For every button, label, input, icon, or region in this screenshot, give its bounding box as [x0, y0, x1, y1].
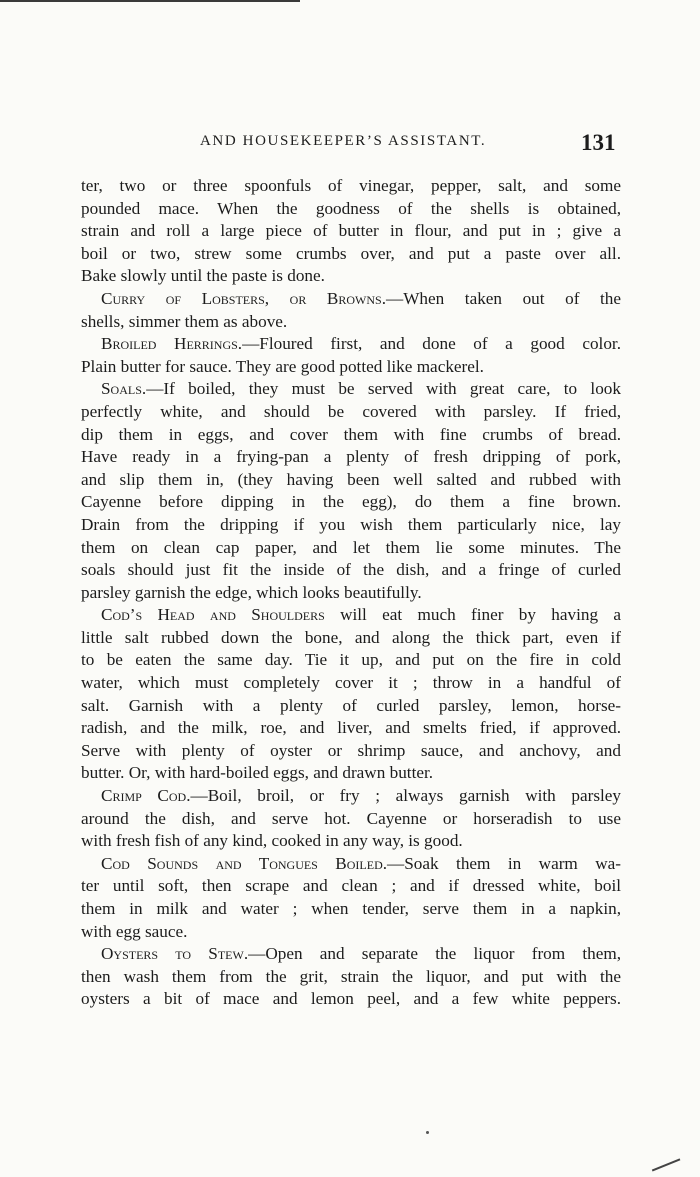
text-line: parsley garnish the edge, which looks beautifully.: [81, 582, 422, 602]
recipe-cods-head: [81, 604, 621, 627]
recipe-heading: Cod Sounds and Tongues Boiled.: [101, 853, 388, 873]
text-line: water, which must completely cover it ; throw in a handful of: [81, 673, 621, 693]
page-text: [81, 175, 621, 1011]
recipe-heading: Crimp Cod.: [101, 786, 191, 806]
text-line: and slip them in, (they having been well salted and rubbed with: [81, 469, 621, 489]
text-line: to be eaten the same day. Tie it up, and put on the fire in cold: [81, 650, 621, 670]
recipe-heading: Curry of Lobsters, or Browns.: [101, 288, 386, 308]
ink-speck: [426, 1131, 429, 1134]
recipe-heading: Cod’s Head and Shoulders: [101, 605, 325, 625]
page-number: 131: [581, 130, 616, 155]
text-line: with fresh fish of any kind, cooked in any way, is good.: [81, 831, 463, 851]
text-line: soals should just fit the inside of the dish, and a fringe of curled: [81, 560, 621, 580]
recipe-text: —When taken out of the: [386, 288, 621, 308]
text-line: strain and roll a large piece of butter in flour, and put in ; give a: [81, 221, 621, 241]
text-line: with egg sauce.: [81, 921, 188, 941]
text-line: then wash them from the grit, strain the liquor, and put with the: [81, 966, 621, 986]
recipe-text: will eat much finer by having a: [324, 605, 621, 625]
text-line: them in milk and water ; when tender, serve them in a napkin,: [81, 899, 621, 918]
text-line: Drain from the dripping if you wish them particularly nice, lay: [81, 514, 621, 534]
recipe-text: —Soak them in warm wa-: [387, 853, 621, 873]
text-line: salt. Garnish with a plenty of curled parsley, lemon, horse-: [81, 695, 621, 715]
text-line: butter. Or, with hard-boiled eggs, and drawn butter.: [81, 763, 434, 783]
text-line: boil or two, strew some crumbs over, and put a paste over all.: [81, 243, 621, 263]
text-line: little salt rubbed down the bone, and along the thick part, even if: [81, 627, 621, 647]
text-line: shells, simmer them as above.: [81, 311, 288, 331]
recipe-broiled-herrings: [81, 333, 621, 356]
running-head: [0, 130, 700, 160]
text-line: Cayenne before dipping in the egg), do them a fine brown.: [81, 492, 621, 512]
top-edge-rule: [0, 0, 300, 2]
text-line: pounded mace. When the goodness of the shells is obtained,: [81, 198, 621, 218]
recipe-heading: Oysters to Stew.: [101, 944, 249, 964]
recipe-text: —Open and separate the liquor from them,: [248, 944, 621, 964]
text-line: ter until soft, then scrape and clean ; and if dressed white, boil: [81, 876, 621, 896]
text-line: them on clean cap paper, and let them lie some minutes. The: [81, 537, 621, 557]
recipe-heading: Soals.: [101, 379, 147, 399]
recipe-text: —Boil, broil, or fry ; always garnish with parsley: [190, 786, 622, 806]
text-line: perfectly white, and should be covered with parsley. If fried,: [81, 401, 621, 421]
recipe-cod-sounds: [81, 853, 621, 876]
text-line: Have ready in a frying-pan a plenty of fresh dripping of pork,: [81, 447, 621, 467]
recipe-text: —If boiled, they must be served with great care, to look: [146, 379, 621, 399]
recipe-oysters-to-stew: [81, 943, 621, 966]
text-line: ter, two or three spoonfuls of vinegar, pepper, salt, and some: [81, 176, 621, 195]
text-line: Bake slowly until the paste is done.: [81, 266, 325, 286]
text-line: dip them in eggs, and cover them with fine crumbs of bread.: [81, 424, 621, 444]
text-line: oysters a bit of mace and lemon peel, and a few white peppers.: [81, 989, 621, 1009]
text-line: Plain butter for sauce. They are good potted like mackerel.: [81, 356, 484, 376]
recipe-heading: Broiled Herrings.: [101, 334, 243, 354]
recipe-soals: [81, 378, 621, 401]
recipe-curry-of-lobsters: [81, 288, 621, 311]
corner-pencil-mark: [652, 1158, 680, 1171]
text-line: radish, and the milk, roe, and liver, and smelts fried, if approved.: [81, 718, 621, 738]
text-line: Serve with plenty of oyster or shrimp sauce, and anchovy, and: [81, 740, 621, 760]
recipe-text: —Floured first, and done of a good color.: [242, 334, 621, 354]
recipe-crimp-cod: [81, 785, 621, 808]
text-line: around the dish, and serve hot. Cayenne or horseradish to use: [81, 808, 621, 828]
running-title: AND HOUSEKEEPER’S ASSISTANT.: [200, 133, 487, 149]
